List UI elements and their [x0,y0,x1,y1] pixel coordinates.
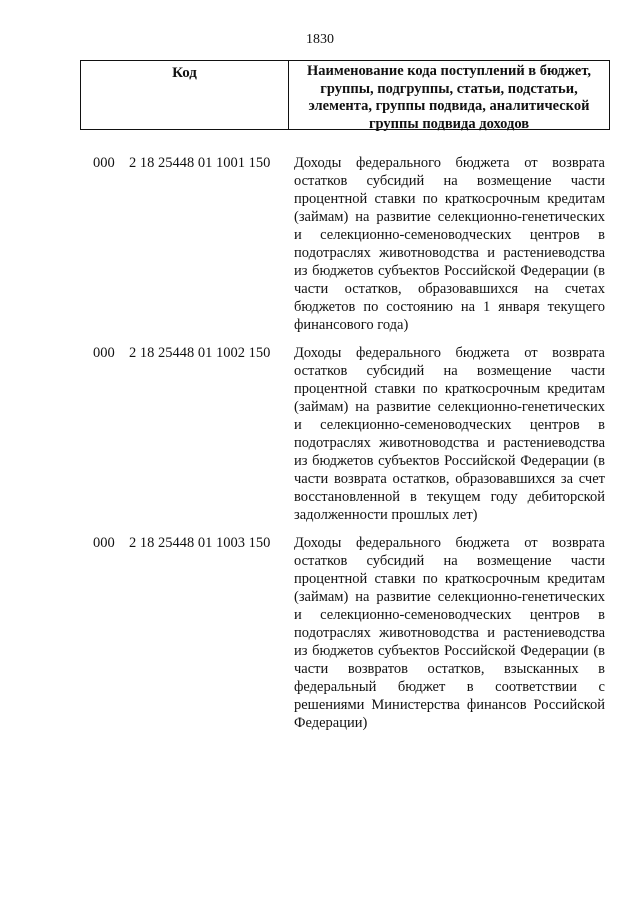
table-row [93,344,605,534]
page-number: 1830 [306,32,334,47]
admin-code: 000 [93,155,115,171]
admin-code: 000 [93,535,115,551]
revenue-description: Доходы федерального бюджета от возврата остатков субсидий на возмещение части процентной ставки по краткосрочным кредитам (займам) на развитие селекционно-генетических и селекционно-семеноводческих центров в подотраслях животноводства и растениеводства из бюджетов субъектов Российской Федерации (в части возвратов остатков, взысканных в федеральный бюджет в соответствии с решениями Министерства финансов Российской Федерации) [294,535,605,731]
table-header [80,60,610,130]
header-name-column: Наименование кода поступлений в бюджет, группы, подгруппы, статьи, подстатьи, элемента, группы подвида, аналитической группы подвида доходов [306,63,592,132]
revenue-description: Доходы федерального бюджета от возврата остатков субсидий на возмещение части процентной ставки по краткосрочным кредитам (займам) на развитие селекционно-генетических и селекционно-семеноводческих центров в подотраслях животноводства и растениеводства из бюджетов субъектов Российской Федерации (в части остатков, образовавшихся на счетах бюджетов по состоянию на 1 января текущего финансового года) [294,155,605,333]
header-code-column: Код [81,61,289,129]
table-body [93,154,605,732]
admin-code: 000 [93,345,115,361]
revenue-code: 2 18 25448 01 1003 150 [129,535,271,551]
revenue-code: 2 18 25448 01 1002 150 [129,345,271,361]
table-row [93,154,605,344]
revenue-code: 2 18 25448 01 1001 150 [129,155,271,171]
revenue-description: Доходы федерального бюджета от возврата остатков субсидий на возмещение части процентной ставки по краткосрочным кредитам (займам) на развитие селекционно-генетических и селекционно-семеноводческих центров в подотраслях животноводства и растениеводства из бюджетов субъектов Российской Федерации (в части возврата остатков, образовавшихся за счет восстановленной в текущем году дебиторской задолженности прошлых лет) [294,345,605,523]
table-row [93,534,605,732]
